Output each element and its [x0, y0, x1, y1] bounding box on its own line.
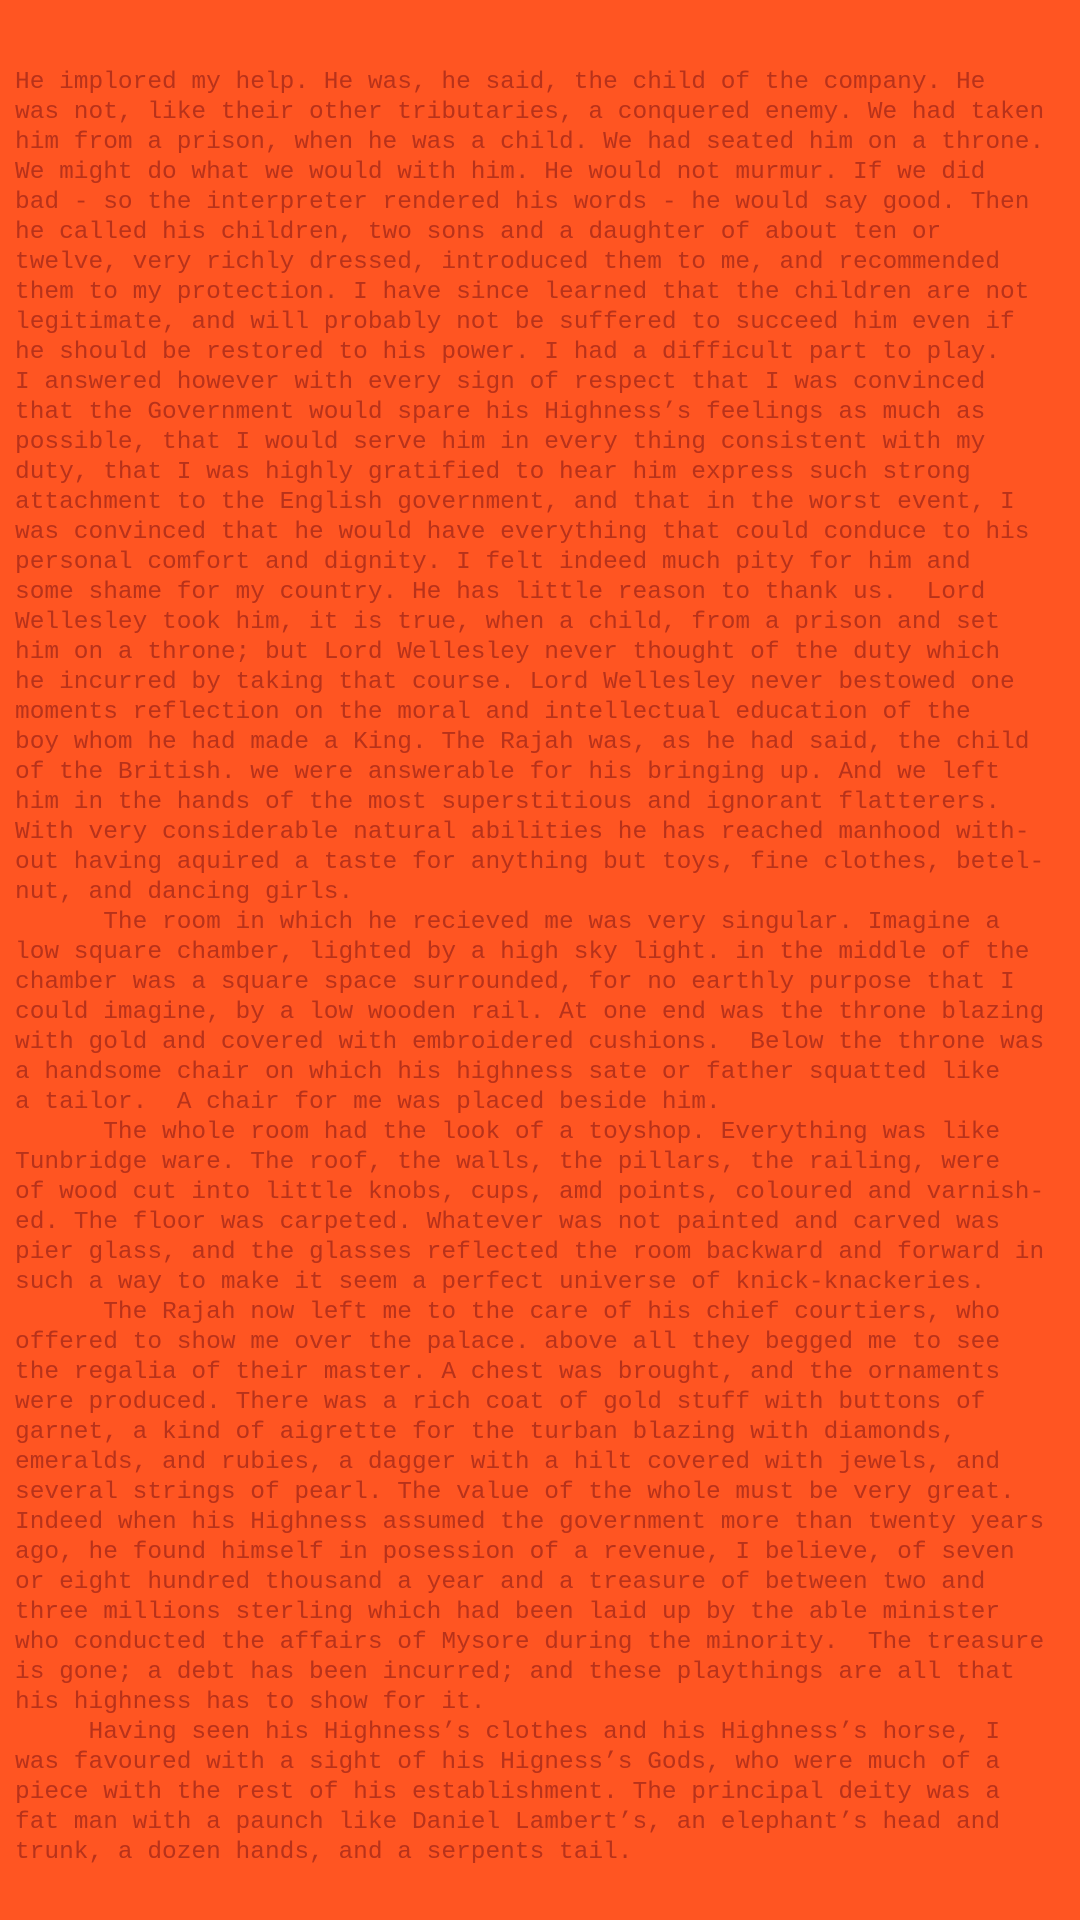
- text-line: piece with the rest of his establishment. The principal deity was a: [15, 1779, 1001, 1806]
- text-line: them to my protection. I have since learned that the children are not: [15, 279, 1030, 306]
- text-line: was favoured with a sight of his Higness’s Gods, who were much of a: [15, 1749, 1001, 1776]
- text-line: him from a prison, when he was a child. We had seated him on a throne.: [15, 129, 1045, 156]
- text-line: We might do what we would with him. He would not murmur. If we did: [15, 159, 986, 186]
- text-line: a handsome chair on which his highness sate or father squatted like: [15, 1059, 1001, 1086]
- text-line: his highness has to show for it.: [15, 1689, 486, 1716]
- text-line: was not, like their other tributaries, a conquered enemy. We had taken: [15, 99, 1045, 126]
- text-line: out having aquired a taste for anything but toys, fine clothes, betel-: [15, 849, 1045, 876]
- text-line: possible, that I would serve him in every thing consistent with my: [15, 429, 986, 456]
- text-line: of the British. we were answerable for his bringing up. And we left: [15, 759, 1001, 786]
- text-line: The whole room had the look of a toyshop. Everything was like: [15, 1119, 1001, 1146]
- text-line: three millions sterling which had been laid up by the able minister: [15, 1599, 1001, 1626]
- text-line: ed. The floor was carpeted. Whatever was not painted and carved was: [15, 1209, 1001, 1236]
- text-line: fat man with a paunch like Daniel Lambert’s, an elephant’s head and: [15, 1809, 1001, 1836]
- text-line: Tunbridge ware. The roof, the walls, the pillars, the railing, were: [15, 1149, 1001, 1176]
- text-line: Having seen his Highness’s clothes and his Highness’s horse, I: [15, 1719, 1001, 1746]
- text-line: bad - so the interpreter rendered his words - he would say good. Then: [15, 189, 1030, 216]
- text-line: or eight hundred thousand a year and a treasure of between two and: [15, 1569, 986, 1596]
- text-line: duty, that I was highly gratified to hear him express such strong: [15, 459, 971, 486]
- text-line: a tailor. A chair for me was placed beside him.: [15, 1089, 721, 1116]
- text-line: nut, and dancing girls.: [15, 879, 354, 906]
- text-line: the regalia of their master. A chest was brought, and the ornaments: [15, 1359, 1001, 1386]
- text-line: attachment to the English government, and that in the worst event, I: [15, 489, 1015, 516]
- text-line: that the Government would spare his Highness’s feelings as much as: [15, 399, 986, 426]
- text-line: moments reflection on the moral and intellectual education of the: [15, 699, 971, 726]
- text-line: he should be restored to his power. I had a difficult part to play.: [15, 339, 1001, 366]
- text-line: pier glass, and the glasses reflected the room backward and forward in: [15, 1239, 1045, 1266]
- text-line: The Rajah now left me to the care of his chief courtiers, who: [15, 1299, 1001, 1326]
- text-line: I answered however with every sign of respect that I was convinced: [15, 369, 986, 396]
- text-line: some shame for my country. He has little reason to thank us. Lord: [15, 579, 986, 606]
- text-line: legitimate, and will probably not be suffered to succeed him even if: [15, 309, 1015, 336]
- text-line: emeralds, and rubies, a dagger with a hilt covered with jewels, and: [15, 1449, 1001, 1476]
- text-line: was convinced that he would have everything that could conduce to his: [15, 519, 1030, 546]
- text-line: offered to show me over the palace. above all they begged me to see: [15, 1329, 1001, 1356]
- text-line: several strings of pearl. The value of the whole must be very great.: [15, 1479, 1015, 1506]
- text-line: chamber was a square space surrounded, for no earthly purpose that I: [15, 969, 1015, 996]
- text-line: He implored my help. He was, he said, the child of the company. He: [15, 69, 986, 96]
- text-line: such a way to make it seem a perfect universe of knick-knackeries.: [15, 1269, 986, 1296]
- text-line: low square chamber, lighted by a high sky light. in the middle of the: [15, 939, 1030, 966]
- text-line: he incurred by taking that course. Lord Wellesley never bestowed one: [15, 669, 1015, 696]
- text-line: him on a throne; but Lord Wellesley never thought of the duty which: [15, 639, 1001, 666]
- text-line: ago, he found himself in posession of a revenue, I believe, of seven: [15, 1539, 1015, 1566]
- text-line: The room in which he recieved me was very singular. Imagine a: [15, 909, 1001, 936]
- text-line: who conducted the affairs of Mysore during the minority. The treasure: [15, 1629, 1045, 1656]
- text-line: him in the hands of the most superstitious and ignorant flatterers.: [15, 789, 1001, 816]
- text-line: could imagine, by a low wooden rail. At one end was the throne blazing: [15, 999, 1045, 1026]
- text-line: he called his children, two sons and a daughter of about ten or: [15, 219, 942, 246]
- text-line: were produced. There was a rich coat of gold stuff with buttons of: [15, 1389, 986, 1416]
- text-line: with gold and covered with embroidered cushions. Below the throne was: [15, 1029, 1045, 1056]
- text-line: Indeed when his Highness assumed the government more than twenty years: [15, 1509, 1045, 1536]
- text-line: With very considerable natural abilities he has reached manhood with-: [15, 819, 1030, 846]
- document-text: [15, 68, 1075, 1868]
- text-line: garnet, a kind of aigrette for the turban blazing with diamonds,: [15, 1419, 956, 1446]
- text-line: personal comfort and dignity. I felt indeed much pity for him and: [15, 549, 971, 576]
- text-line: twelve, very richly dressed, introduced them to me, and recommended: [15, 249, 1001, 276]
- text-line: of wood cut into little knobs, cups, amd points, coloured and varnish-: [15, 1179, 1045, 1206]
- text-line: is gone; a debt has been incurred; and these playthings are all that: [15, 1659, 1015, 1686]
- text-line: boy whom he had made a King. The Rajah was, as he had said, the child: [15, 729, 1030, 756]
- text-line: trunk, a dozen hands, and a serpents tail.: [15, 1839, 633, 1866]
- text-line: Wellesley took him, it is true, when a child, from a prison and set: [15, 609, 1001, 636]
